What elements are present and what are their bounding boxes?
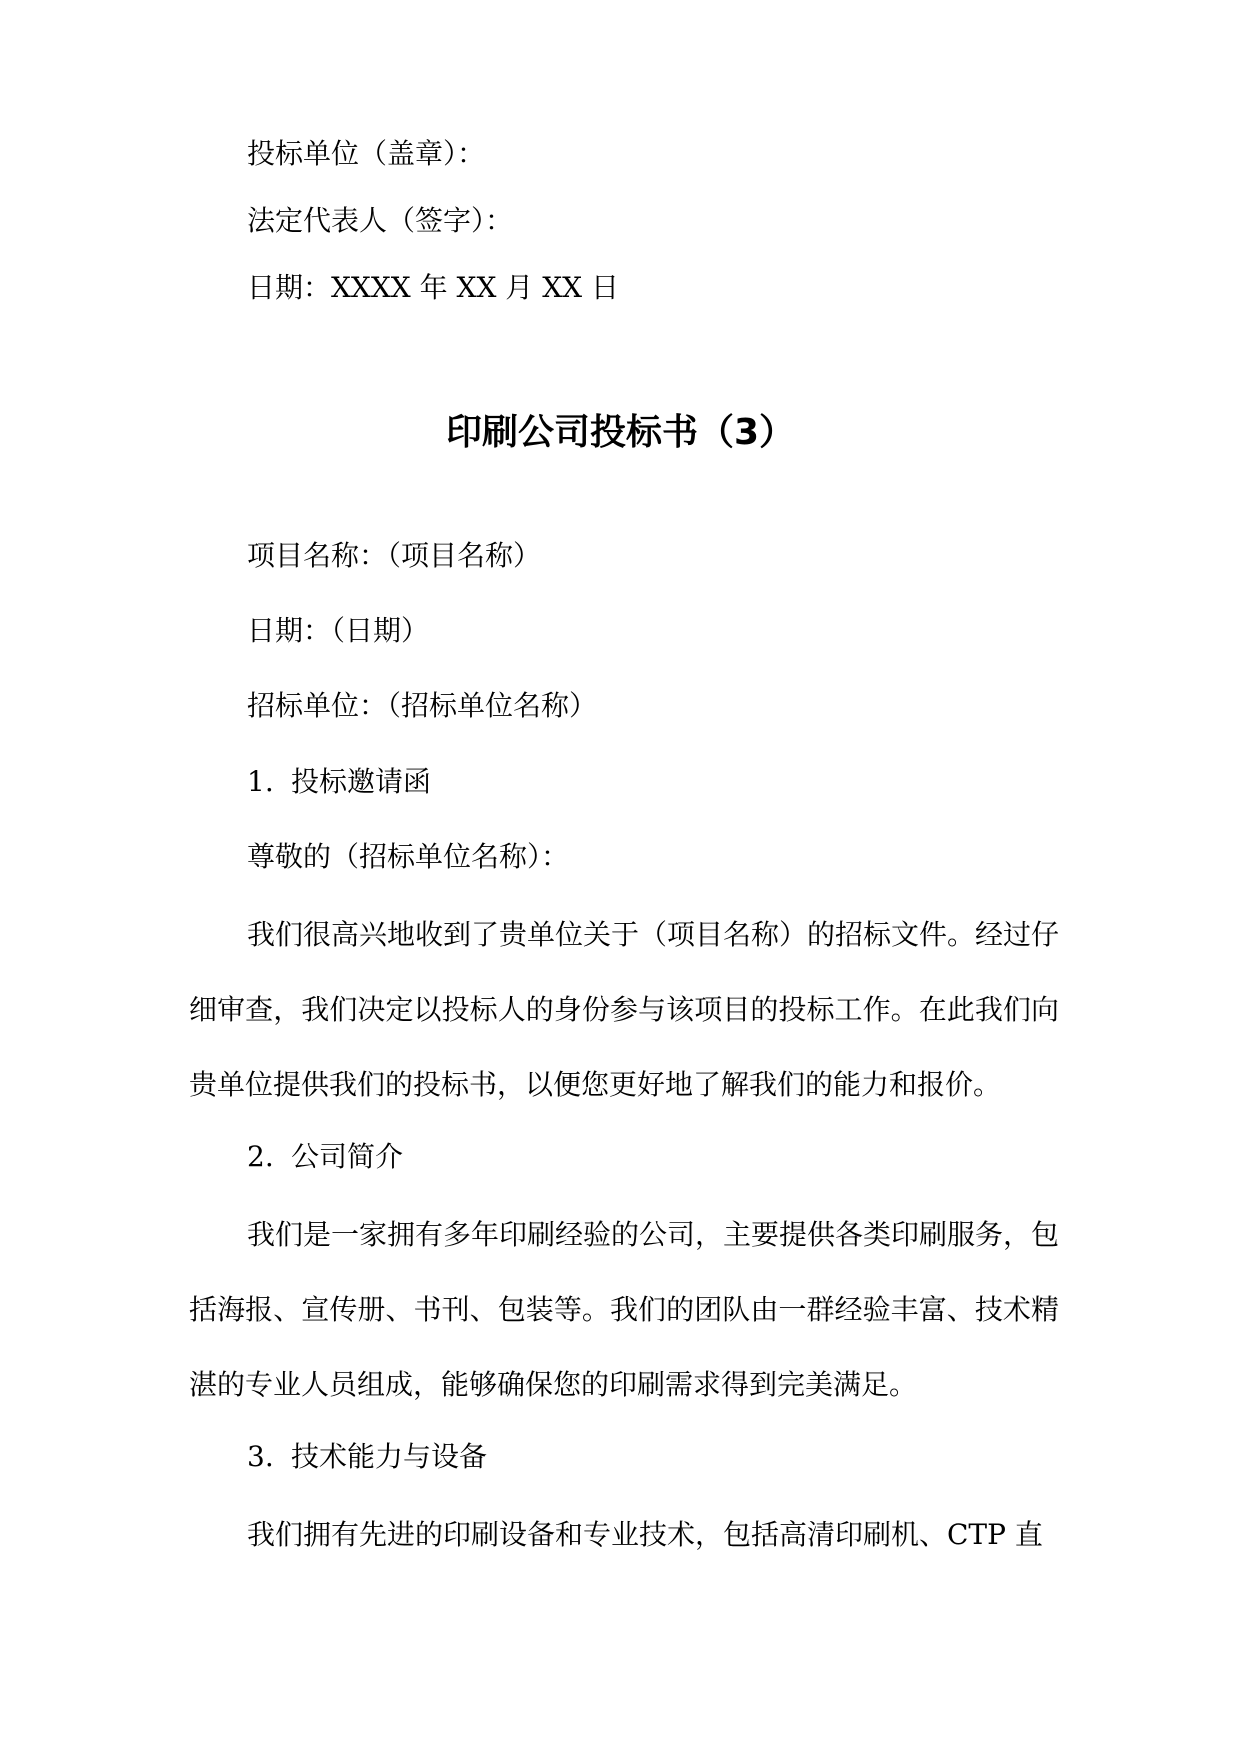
section-heading-technical-capability	[247, 1439, 487, 1475]
section-number: 2.	[247, 1140, 274, 1173]
technical-capability-paragraph: 我们拥有先进的印刷设备和专业技术，包括高清印刷机、CTP 直	[247, 1518, 1043, 1551]
bidder-seal-line: 投标单位（盖章）：	[247, 137, 486, 170]
legal-rep-signature-line: 法定代表人（签字）：	[247, 204, 514, 237]
signature-date-line: 日期：XXXX 年 XX 月 XX 日	[247, 271, 619, 304]
tender-unit-line: 招标单位：（招标单位名称）	[247, 689, 598, 722]
project-name-line: 项目名称：（项目名称）	[247, 539, 542, 572]
section-title: 公司简介	[291, 1140, 404, 1173]
section-number: 1.	[247, 765, 274, 798]
section-heading-invitation	[247, 764, 431, 800]
document-title: 印刷公司投标书（3）	[445, 412, 796, 453]
company-profile-paragraph: 我们是一家拥有多年印刷经验的公司，主要提供各类印刷服务，包括海报、宣传册、书刊、包装等。我们的团队由一群经验丰富、技术精湛的专业人员组成，能够确保您的印刷需求得到完美满足。	[189, 1218, 1060, 1401]
section-title: 技术能力与设备	[291, 1440, 488, 1473]
document-date-line: 日期：（日期）	[247, 614, 430, 647]
section-heading-company-profile	[247, 1139, 403, 1175]
invitation-paragraph: 我们很高兴地收到了贵单位关于（项目名称）的招标文件。经过仔细审查，我们决定以投标人的身份参与该项目的投标工作。在此我们向贵单位提供我们的投标书，以便您更好地了解我们的能力和报价。	[189, 918, 1060, 1101]
salutation-line: 尊敬的（招标单位名称）：	[247, 840, 570, 873]
section-title: 投标邀请函	[291, 765, 432, 798]
section-number: 3.	[247, 1440, 274, 1473]
